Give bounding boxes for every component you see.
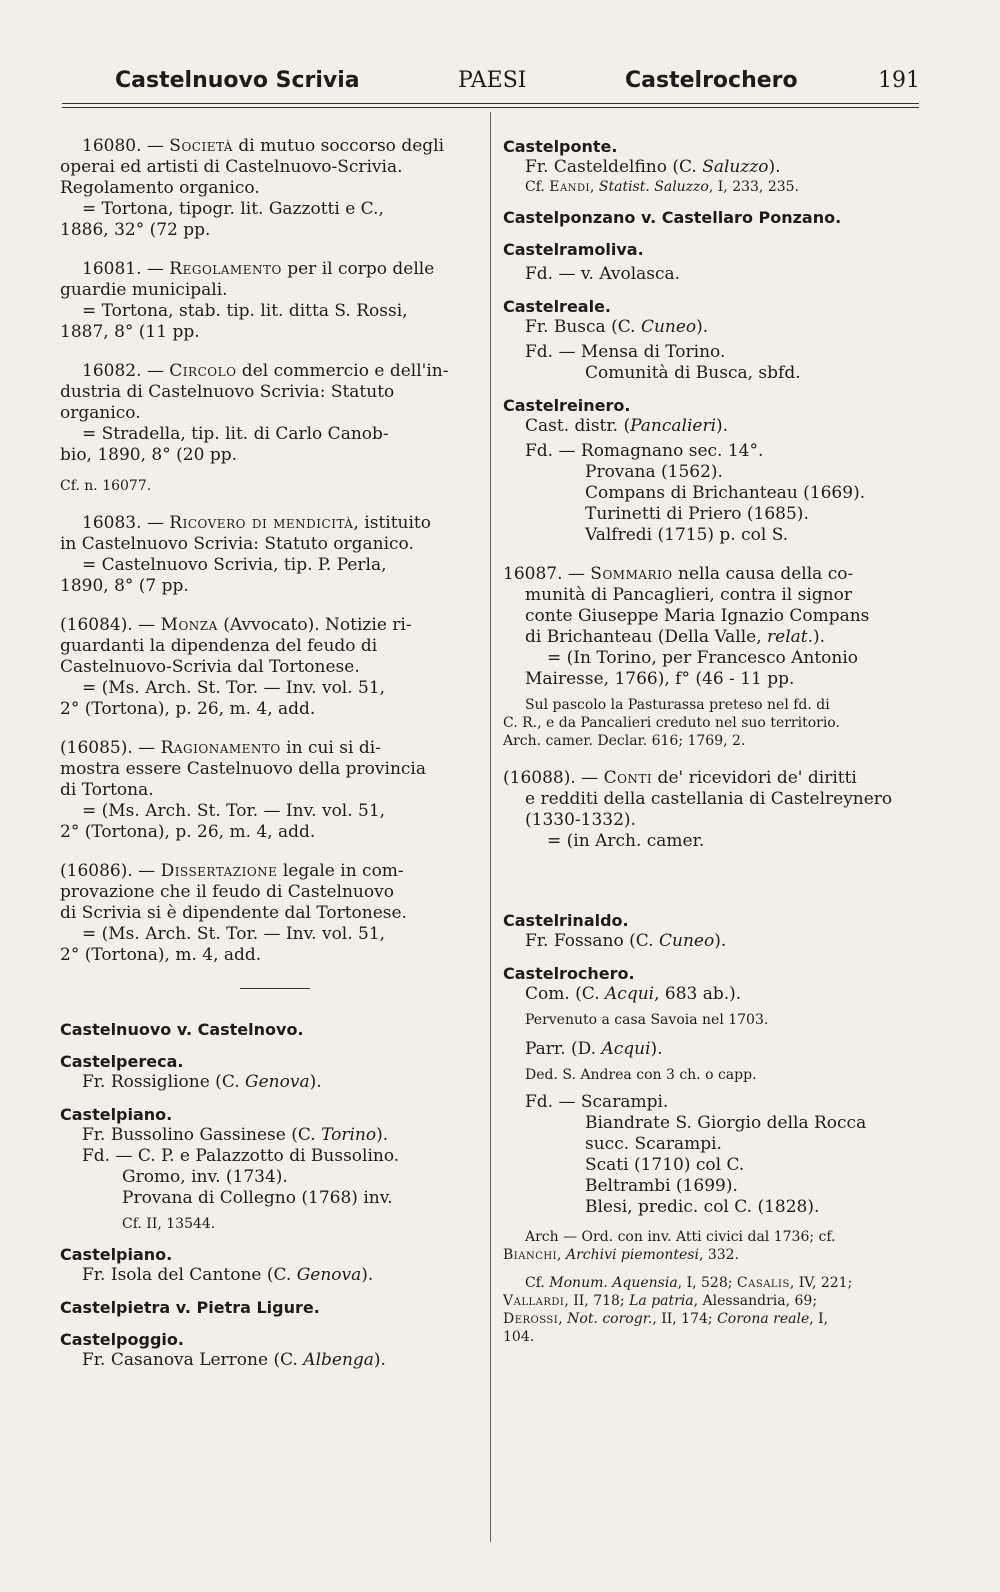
cf-punct: ,	[557, 1247, 566, 1263]
entry-text: in cui si di-	[280, 738, 381, 758]
feud-line: Provana di Collegno (1768) inv.	[122, 1188, 393, 1208]
place-castelrochero	[503, 963, 923, 1346]
castle-district: Cast. distr. (	[525, 416, 631, 436]
place-heading: Castelpereca.	[60, 1052, 184, 1071]
place-castelpiano-2	[60, 1244, 480, 1286]
place-castelpereca	[60, 1051, 480, 1093]
cf-author: Vallardi	[503, 1293, 565, 1309]
entry-imprint: = (Ms. Arch. St. Tor. — Inv. vol. 51,	[82, 801, 386, 821]
entry-text: del commercio e dell'in-	[236, 361, 449, 381]
cf-pages: , II, 718;	[564, 1293, 630, 1309]
place-castelreinero	[503, 395, 923, 546]
entry-text: operai ed artisti di Castelnuovo-Scrivia.	[60, 157, 403, 177]
entry-keyword: Regolamento	[169, 259, 282, 279]
entry-imprint: = Tortona, tipogr. lit. Gazzotti e C.,	[82, 199, 384, 219]
cf-title: Monum. Aquensia	[549, 1275, 678, 1291]
feud-line: Comunità di Busca, sbfd.	[585, 363, 801, 383]
cf-pages: , 332.	[698, 1247, 740, 1263]
entry-note: Arch. camer. Declar. 616; 1769, 2.	[503, 733, 746, 749]
place-district: Cuneo	[640, 317, 697, 337]
entry-16087	[503, 564, 923, 750]
place-punct: ).	[650, 1039, 663, 1059]
right-column	[503, 136, 923, 1346]
running-header	[115, 68, 920, 98]
feud-line: Fd. — Romagnano sec. 14°.	[525, 441, 764, 461]
entry-text: guardie municipali.	[60, 280, 228, 300]
place-heading: Castelnuovo v. Castelnovo.	[60, 1020, 304, 1039]
feud-line: Compans di Brichanteau (1669).	[585, 483, 866, 503]
entry-number: 16083. —	[82, 513, 170, 533]
place-fraction: Fr. Fossano (C.	[525, 931, 659, 951]
entry-16084	[60, 615, 480, 720]
place-heading: Castelpiano.	[60, 1105, 173, 1124]
header-rule	[62, 103, 919, 104]
entry-text: di Scrivia si è dipendente dal Tortonese.	[60, 903, 407, 923]
cf-title: La patria	[629, 1293, 694, 1309]
place-fraction: Fr. Casanova Lerrone (C.	[82, 1350, 304, 1370]
feud-line: Gromo, inv. (1734).	[122, 1167, 288, 1187]
place-district: Saluzzo	[702, 157, 769, 177]
cf-title: Corona reale	[717, 1311, 810, 1327]
entry-16083	[60, 513, 480, 597]
entry-keyword: Ricovero di mendicità	[169, 513, 354, 533]
cross-reference: Cf. II, 13544.	[122, 1216, 216, 1232]
feud-line: Beltrambi (1699).	[585, 1176, 738, 1196]
entry-imprint: = Castelnuovo Scrivia, tip. P. Perla,	[82, 555, 387, 575]
entry-keyword: Ragionamento	[160, 738, 281, 758]
entry-text: organico.	[60, 403, 141, 423]
cf-prefix: Cf.	[525, 1275, 550, 1291]
entry-keyword: Conti	[603, 768, 653, 788]
entry-text: , istituito	[353, 513, 431, 533]
entry-keyword: Monza	[160, 615, 218, 635]
entry-16081	[60, 259, 480, 343]
commune-population: , 683 ab.).	[654, 984, 742, 1004]
place-heading: Castelreinero.	[503, 396, 631, 415]
place-castelrinaldo	[503, 910, 923, 952]
place-punct: ).	[376, 1125, 389, 1145]
cf-pages: , Alessandria, 69;	[693, 1293, 818, 1309]
entry-text: mostra essere Castelnuovo della provincia	[60, 759, 426, 779]
history-note: Pervenuto a casa Savoia nel 1703.	[525, 1012, 769, 1028]
entry-keyword: Circolo	[169, 361, 237, 381]
header-section: PAESI	[458, 68, 527, 93]
feud-line: Scati (1710) col C.	[585, 1155, 745, 1175]
place-castelpiano-1	[60, 1104, 480, 1233]
place-punct: ).	[373, 1350, 386, 1370]
entry-16082	[60, 361, 480, 495]
place-district: Torino	[321, 1125, 377, 1145]
entry-text-italic: relat.	[767, 627, 814, 647]
place-heading: Castelrinaldo.	[503, 911, 629, 930]
entry-imprint: = (Ms. Arch. St. Tor. — Inv. vol. 51,	[82, 678, 386, 698]
entry-text: conte Giuseppe Maria Ignazio Compans	[525, 606, 870, 626]
entry-imprint: 2° (Tortona), p. 26, m. 4, add.	[60, 822, 316, 842]
cross-reference: Cf. n. 16077.	[60, 478, 152, 494]
column-divider	[490, 112, 491, 1542]
entry-imprint: 1886, 32° (72 pp.	[60, 220, 211, 240]
place-castelreale	[503, 296, 923, 384]
entry-text: provazione che il feudo di Castelnuovo	[60, 882, 394, 902]
place-heading: Castelponzano v. Castellaro Ponzano.	[503, 208, 842, 227]
cf-prefix: Cf.	[525, 179, 550, 195]
dedication-note: Ded. S. Andrea con 3 ch. o capp.	[525, 1067, 757, 1083]
cf-author: Bianchi	[503, 1247, 558, 1263]
entry-text: di Tortona.	[60, 780, 154, 800]
place-heading: Castelramoliva.	[503, 240, 644, 259]
entry-16080	[60, 136, 480, 241]
commune-info: Com. (C.	[525, 984, 606, 1004]
entry-16088	[503, 768, 923, 852]
entry-text: nella causa della co-	[672, 564, 854, 584]
entry-text: di Brichanteau (Della Valle,	[525, 627, 768, 647]
entry-number: (16084). —	[60, 615, 161, 635]
entry-imprint: = Tortona, stab. tip. lit. ditta S. Rossi,	[82, 301, 408, 321]
place-punct: ).	[768, 157, 781, 177]
cf-pages: , IV, 221;	[789, 1275, 853, 1291]
place-castelramoliva	[503, 239, 923, 285]
feud-line: succ. Scarampi.	[585, 1134, 722, 1154]
place-punct: ).	[696, 317, 709, 337]
feud-line: Fd. — v. Avolasca.	[525, 264, 681, 284]
place-district: Albenga	[303, 1350, 374, 1370]
place-heading: Castelpoggio.	[60, 1330, 184, 1349]
entry-text: e redditi della castellania di Castelreynero	[525, 789, 893, 809]
entry-imprint: Mairesse, 1766), f° (46 - 11 pp.	[525, 669, 795, 689]
entry-text: guardanti la dipendenza del feudo di	[60, 636, 378, 656]
entry-imprint: = Stradella, tip. lit. di Carlo Canob-	[82, 424, 389, 444]
feud-line: Provana (1562).	[585, 462, 723, 482]
entry-imprint: = (Ms. Arch. St. Tor. — Inv. vol. 51,	[82, 924, 386, 944]
entry-imprint: 2° (Tortona), p. 26, m. 4, add.	[60, 699, 316, 719]
place-district: Genova	[296, 1265, 362, 1285]
entry-imprint: 1890, 8° (7 pp.	[60, 576, 189, 596]
place-punct: ).	[716, 416, 729, 436]
cf-pages: , II, 174;	[652, 1311, 718, 1327]
archive-note: Arch — Ord. con inv. Atti civici dal 1736; cf.	[525, 1229, 836, 1245]
cf-title: Archivi piemontesi	[565, 1247, 699, 1263]
parish-info: Parr. (D.	[525, 1039, 602, 1059]
place-heading: Castelpietra v. Pietra Ligure.	[60, 1298, 320, 1317]
entry-text: munità di Pancaglieri, contra il signor	[525, 585, 852, 605]
entry-keyword: Società	[169, 136, 233, 156]
entry-text: legale in com-	[277, 861, 404, 881]
cf-punct: ,	[558, 1311, 568, 1327]
feud-line: Fd. — C. P. e Palazzotto di Bussolino.	[82, 1146, 400, 1166]
entry-text: de' ricevidori de' diritti	[652, 768, 857, 788]
place-fraction: Fr. Busca (C.	[525, 317, 641, 337]
place-fraction: Fr. Bussolino Gassinese (C.	[82, 1125, 322, 1145]
place-heading: Castelpiano.	[60, 1245, 173, 1264]
entry-number: 16082. —	[82, 361, 170, 381]
entry-text: per il corpo delle	[281, 259, 435, 279]
cf-author: Eandi	[549, 179, 590, 195]
feud-line: Blesi, predic. col C. (1828).	[585, 1197, 820, 1217]
place-fraction: Fr. Casteldelfino (C.	[525, 157, 703, 177]
cf-punct: ,	[589, 179, 599, 195]
entry-text: (1330-1332).	[525, 810, 636, 830]
place-heading: Castelreale.	[503, 297, 611, 316]
entry-text: in Castelnuovo Scrivia: Statuto organico.	[60, 534, 414, 554]
entry-keyword: Sommario	[590, 564, 673, 584]
entry-number: 16087. —	[503, 564, 591, 584]
cf-pages: , I, 233, 235.	[708, 179, 799, 195]
header-rule-2	[62, 107, 919, 108]
cf-title: Not. corogr.	[567, 1311, 653, 1327]
entry-text: Regolamento organico.	[60, 178, 260, 198]
place-heading: Castelrochero.	[503, 964, 635, 983]
page-number: 191	[878, 68, 920, 93]
entry-note: Sul pascolo la Pasturassa preteso nel fd. di	[525, 697, 830, 713]
place-heading: Castelponte.	[503, 137, 618, 156]
place-punct: ).	[361, 1265, 374, 1285]
entry-text: Castelnuovo-Scrivia dal Tortonese.	[60, 657, 360, 677]
place-district: Pancalieri	[630, 416, 717, 436]
cf-pages: , I, 528;	[677, 1275, 737, 1291]
entry-number: (16088). —	[503, 768, 604, 788]
place-castelpoggio	[60, 1329, 480, 1371]
cf-author: Casalis	[736, 1275, 790, 1291]
header-right: Castelrochero	[625, 68, 798, 93]
entry-imprint: = (in Arch. camer.	[547, 831, 705, 851]
place-castelponte	[503, 136, 923, 196]
cf-pages: 104.	[503, 1329, 535, 1345]
place-district: Acqui	[605, 984, 655, 1004]
place-fraction: Fr. Isola del Cantone (C.	[82, 1265, 297, 1285]
entry-number: (16085). —	[60, 738, 161, 758]
feud-line: Fd. — Mensa di Torino.	[525, 342, 726, 362]
place-punct: ).	[309, 1072, 322, 1092]
place-fraction: Fr. Rossiglione (C.	[82, 1072, 246, 1092]
entry-number: (16086). —	[60, 861, 161, 881]
cf-pages: , I,	[809, 1311, 829, 1327]
entry-note: C. R., e da Pancalieri creduto nel suo territorio.	[503, 715, 840, 731]
feud-line: Fd. — Scarampi.	[525, 1092, 669, 1112]
left-column	[60, 136, 480, 1371]
entry-text: ).	[813, 627, 826, 647]
place-district: Cuneo	[658, 931, 715, 951]
entry-imprint: 2° (Tortona), m. 4, add.	[60, 945, 262, 965]
place-punct: ).	[714, 931, 727, 951]
entry-number: 16081. —	[82, 259, 170, 279]
entry-text: di mutuo soccorso degli	[232, 136, 445, 156]
entry-imprint: bio, 1890, 8° (20 pp.	[60, 445, 237, 465]
entry-16085	[60, 738, 480, 843]
entry-number: 16080. —	[82, 136, 170, 156]
feud-line: Turinetti di Priero (1685).	[585, 504, 809, 524]
entry-16086	[60, 861, 480, 966]
cf-author: Derossi	[503, 1311, 559, 1327]
place-district: Genova	[245, 1072, 310, 1092]
feud-line: Biandrate S. Giorgio della Rocca	[585, 1113, 867, 1133]
entry-imprint: 1887, 8° (11 pp.	[60, 322, 200, 342]
entry-keyword: Dissertazione	[160, 861, 278, 881]
feud-line: Valfredi (1715) p. col S.	[585, 525, 789, 545]
entry-text: (Avvocato). Notizie ri-	[217, 615, 412, 635]
entry-text: dustria di Castelnuovo Scrivia: Statuto	[60, 382, 395, 402]
diocese: Acqui	[601, 1039, 651, 1059]
header-left: Castelnuovo Scrivia	[115, 68, 360, 93]
cf-title: Statist. Saluzzo	[598, 179, 709, 195]
entry-imprint: = (In Torino, per Francesco Antonio	[547, 648, 859, 668]
